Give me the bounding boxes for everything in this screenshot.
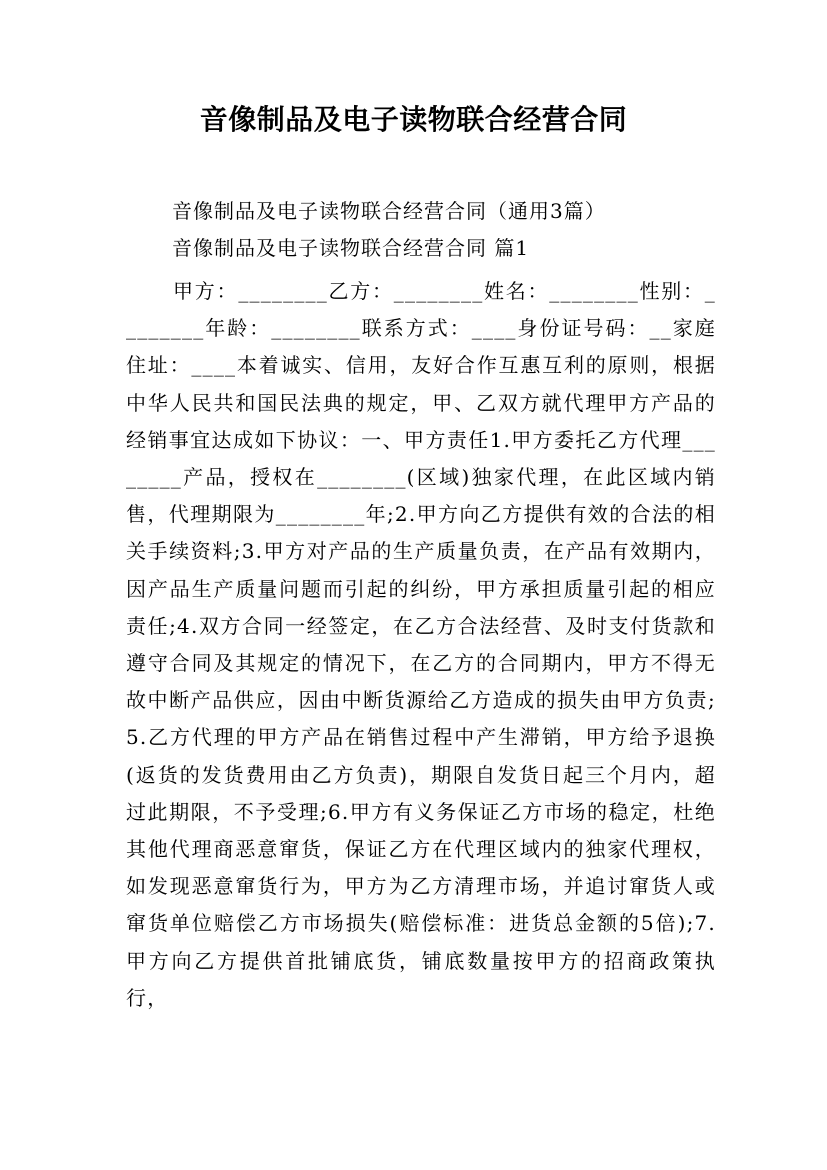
document-title: 音像制品及电子读物联合经营合同 [199,103,628,136]
contract-body-paragraph: 甲方：________乙方：________姓名：________性别：________年龄：________联系方式：____身份证号码：__家庭住址：____本着诚实、信用，友好合作互惠互利的原则，根据中华人民共和国民法典的规定，甲、乙双方就代理甲方产品的经销事宜达成如下协议：一、甲方责任1.甲方委托乙方代理________产品，授权在________(区域)独家代理，在此区域内销售，代理期限为________年;2.甲方向乙方提供有效的合法的相关手续资料;3.甲方对产品的生产质量负责，在产品有效期内，因产品生产质量问题而引起的纠纷，甲方承担质量引起的相应责任;4.双方合同一经签定，在乙方合法经营、及时支付货款和遵守合同及其规定的情况下，在乙方的合同期内，甲方不得无故中断产品供应，因由中断货源给乙方造成的损失由甲方负责;5.乙方代理的甲方产品在销售过程中产生滞销，甲方给予退换(返货的发货费用由乙方负责)，期限自发货日起三个月内，超过此期限，不予受理;6.甲方有义务保证乙方市场的稳定，杜绝其他代理商恶意窜货，保证乙方在代理区域内的独家代理权，如发现恶意窜货行为，甲方为乙方清理市场，并追讨窜货人或窜货单位赔偿乙方市场损失(赔偿标准：进货总金额的5倍);7.甲方向乙方提供首批铺底货，铺底数量按甲方的招商政策执行， [126,279,716,1010]
section-heading: 音像制品及电子读物联合经营合同 篇1 [172,236,530,260]
document-subtitle: 音像制品及电子读物联合经营合同（通用3篇） [172,199,606,223]
